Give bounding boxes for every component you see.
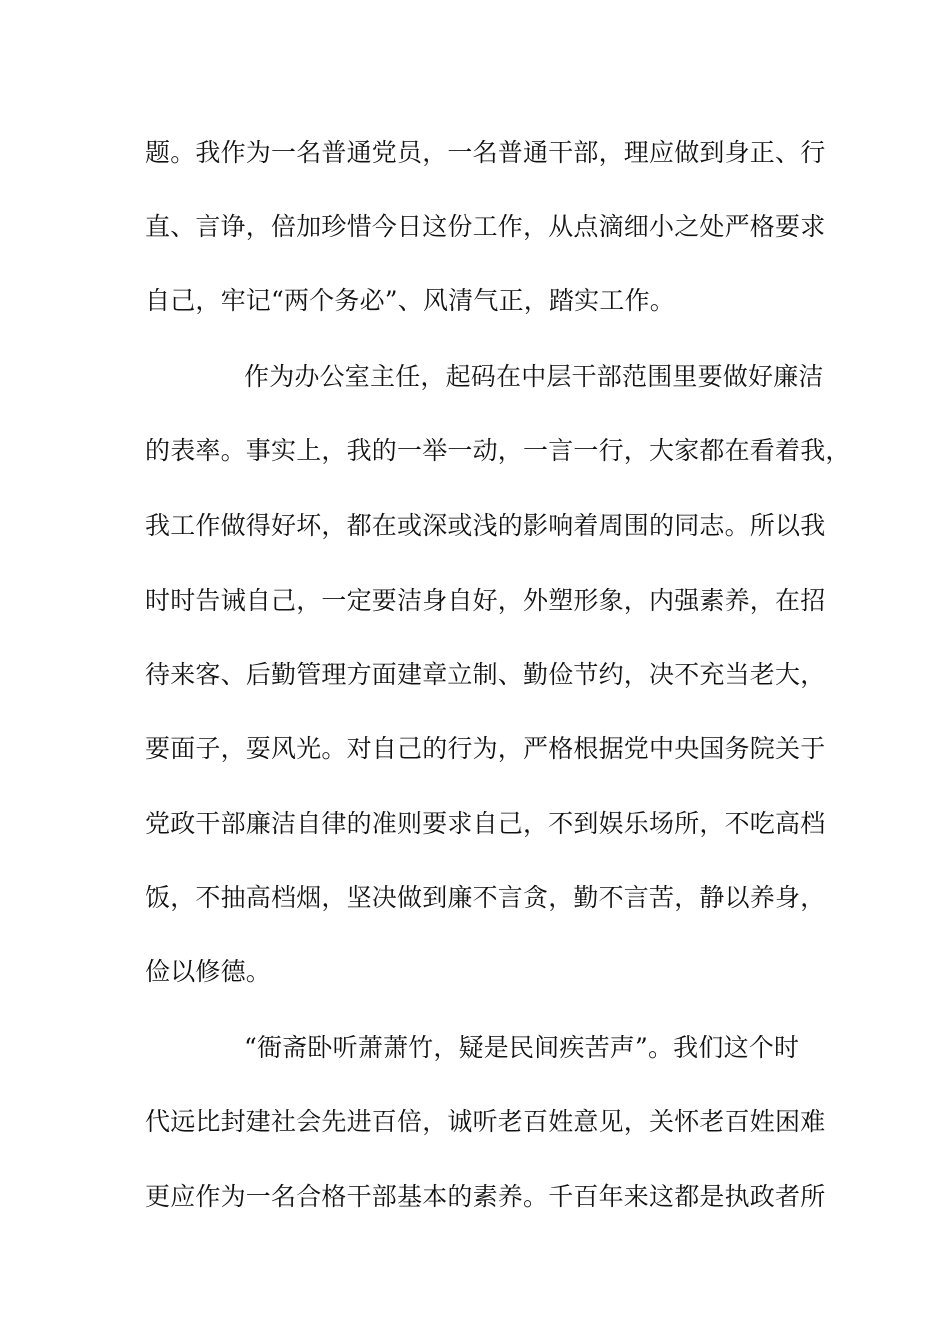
text-line: 题。我作为一名普通党员，一名普通干部，理应做到身正、行 [145,138,826,167]
text-line: 更应作为一名合格干部基本的素养。千百年来这都是执政者所 [145,1182,826,1211]
paragraph-start-line: 作为办公室主任，起码在中层干部范围里要做好廉洁 [244,362,824,391]
text-line: 饭，不抽高档烟，坚决做到廉不言贪，勤不言苦，静以养身， [145,883,826,912]
text-line: 代远比封建社会先进百倍，诚听老百姓意见，关怀老百姓困难 [145,1107,826,1136]
text-line: 我工作做得好坏，都在或深或浅的影响着周围的同志。所以我 [145,511,826,540]
text-line: 待来客、后勤管理方面建章立制、勤俭节约，决不充当老大， [145,660,826,689]
text-line: 要面子，耍风光。对自己的行为，严格根据党中央国务院关于 [145,734,826,763]
text-line: 俭以修德。 [145,957,272,986]
text-line: 时时告诫自己，一定要洁身自好，外塑形象，内强素养，在招 [145,586,826,615]
text-line: 的表率。事实上，我的一举一动，一言一行，大家都在看着我， [145,436,851,465]
text-line: 自己，牢记“两个务必”、风清气正，踏实工作。 [145,286,675,315]
text-line: 直、言诤，倍加珍惜今日这份工作，从点滴细小之处严格要求 [145,212,826,241]
paragraph-start-line: “衙斋卧听萧萧竹，疑是民间疾苦声”。我们这个时 [244,1033,800,1062]
text-line: 党政干部廉洁自律的准则要求自己，不到娱乐场所，不吃高档 [145,809,826,838]
